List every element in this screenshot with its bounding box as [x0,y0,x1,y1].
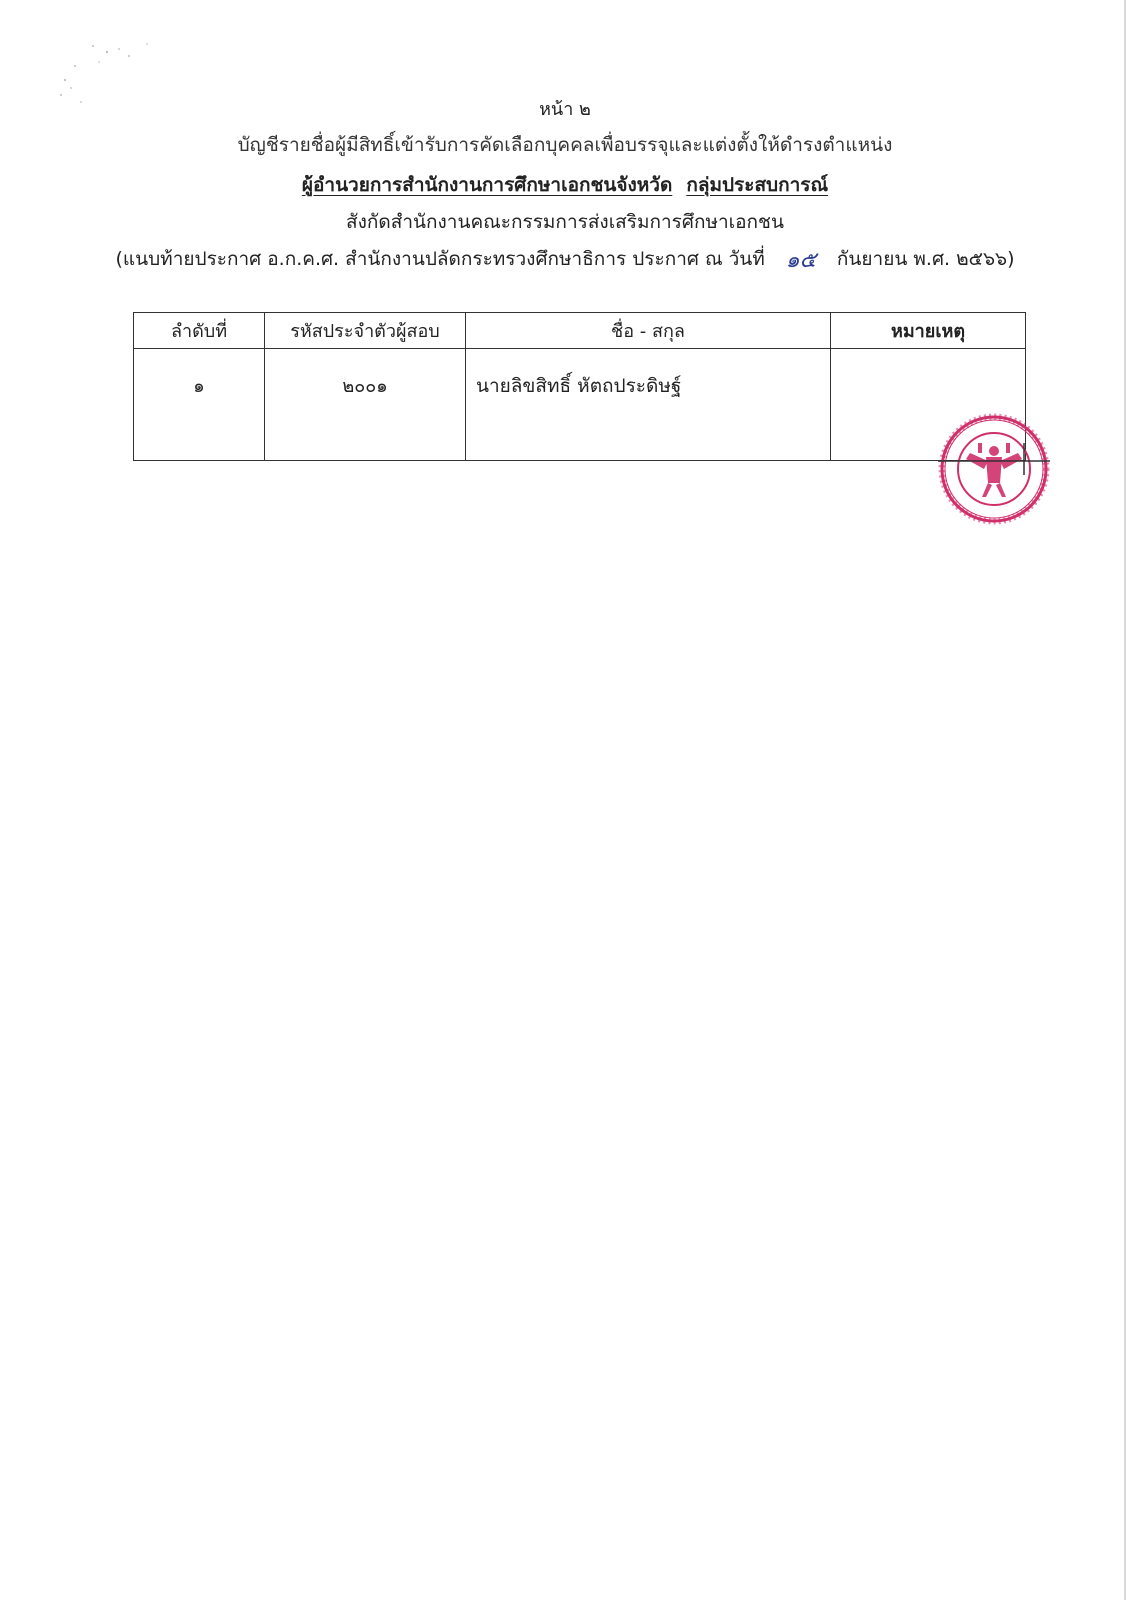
document-title: บัญชีรายชื่อผู้มีสิทธิ์เข้ารับการคัดเลือกบุคคลเพื่อบรรจุและแต่งตั้งให้ดำรงตำแหน่ง [237,134,893,156]
column-header-remarks: หมายเหตุ [831,313,1026,349]
column-header-name: ชื่อ - สกุล [466,313,831,349]
position-heading [0,172,1130,198]
position-group: กลุ่มประสบการณ์ [686,174,829,196]
page-number: หน้า ๒ [539,99,591,120]
column-header-order: ลำดับที่ [134,313,265,349]
position-title: ผู้อำนวยการสำนักงานการศึกษาเอกชนจังหวัด [301,174,673,196]
table-header-row [134,313,1026,349]
affiliation: สังกัดสำนักงานคณะกรรมการส่งเสริมการศึกษาเอกชน [346,211,784,233]
cell-order: ๑ [134,349,265,461]
scan-edge [1124,0,1126,1600]
table-row [134,349,1026,461]
annex-day: ๑๕ [785,248,817,273]
cell-name: นายลิขสิทธิ์ หัตถประดิษฐ์ [466,349,831,461]
annex-note [0,246,1130,274]
annex-suffix: กันยายน พ.ศ. ๒๕๖๖) [836,248,1015,270]
candidate-table [133,312,1026,461]
annex-prefix: (แนบท้ายประกาศ อ.ก.ค.ศ. สำนักงานปลัดกระทรวงศึกษาธิการ ประกาศ ณ วันที่ [115,248,765,270]
official-seal-icon [938,413,1050,525]
column-header-exam-code: รหัสประจำตัวผู้สอบ [265,313,466,349]
cell-exam-code: ๒๐๐๑ [265,349,466,461]
